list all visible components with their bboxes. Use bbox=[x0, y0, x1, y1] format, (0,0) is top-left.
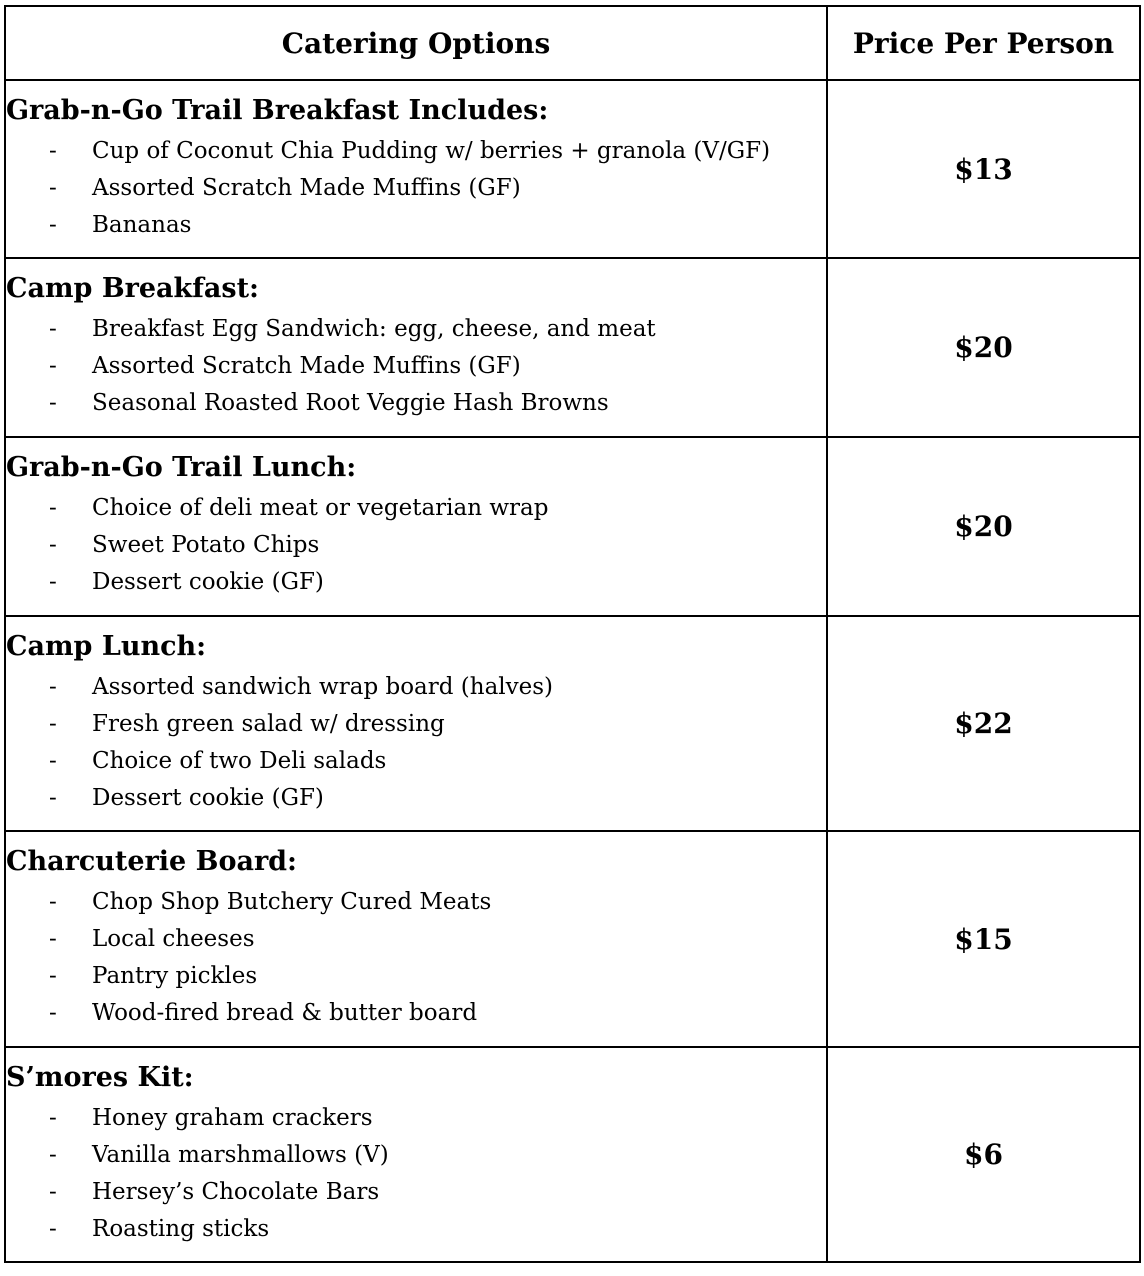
list-item: - Breakfast Egg Sandwich: egg, cheese, and meat bbox=[49, 316, 656, 342]
list-item: - Pantry pickles bbox=[49, 963, 258, 989]
table-row bbox=[5, 80, 1140, 258]
price-cell: $20 bbox=[827, 258, 1140, 437]
table-row bbox=[5, 1047, 1140, 1262]
option-item-list bbox=[6, 669, 826, 817]
option-item-list bbox=[6, 490, 826, 601]
list-item: - Hersey’s Chocolate Bars bbox=[49, 1178, 380, 1205]
option-title: Grab-n-Go Trail Lunch: bbox=[6, 452, 357, 483]
option-cell bbox=[5, 437, 827, 616]
list-item: - Cup of Coconut Chia Pudding w/ berries + granola (V/GF) bbox=[49, 137, 771, 164]
list-item: - Dessert cookie (GF) bbox=[49, 784, 324, 811]
option-item-list bbox=[6, 884, 826, 1032]
price-cell: $13 bbox=[827, 80, 1140, 258]
option-title: S’mores Kit: bbox=[6, 1061, 194, 1093]
option-title: Charcuterie Board: bbox=[6, 846, 298, 877]
price-per-person-header: Price Per Person bbox=[827, 6, 1140, 80]
option-title: Camp Breakfast: bbox=[6, 273, 260, 304]
list-item: - Roasting sticks bbox=[49, 1215, 270, 1242]
option-item-list bbox=[6, 1100, 826, 1248]
catering-options-header: Catering Options bbox=[5, 6, 827, 80]
price-cell: $6 bbox=[827, 1047, 1140, 1262]
catering-menu-table bbox=[4, 5, 1141, 1263]
option-cell bbox=[5, 831, 827, 1047]
option-item-list bbox=[6, 133, 826, 244]
price-cell: $20 bbox=[827, 437, 1140, 616]
list-item: - Choice of deli meat or vegetarian wrap bbox=[49, 495, 549, 521]
list-item: - Seasonal Roasted Root Veggie Hash Browns bbox=[49, 390, 609, 416]
list-item: - Dessert cookie (GF) bbox=[49, 569, 324, 595]
list-item: - Assorted sandwich wrap board (halves) bbox=[49, 673, 554, 700]
list-item: - Bananas bbox=[49, 211, 192, 238]
option-cell bbox=[5, 1047, 827, 1262]
list-item: - Local cheeses bbox=[49, 926, 255, 952]
option-cell bbox=[5, 80, 827, 258]
table-row bbox=[5, 616, 1140, 831]
option-item-list bbox=[6, 311, 826, 422]
table-row bbox=[5, 258, 1140, 437]
table-header-row bbox=[5, 6, 1140, 80]
table-row bbox=[5, 831, 1140, 1047]
option-cell bbox=[5, 616, 827, 831]
list-item: - Chop Shop Butchery Cured Meats bbox=[49, 889, 492, 915]
price-cell: $15 bbox=[827, 831, 1140, 1047]
list-item: - Assorted Scratch Made Muffins (GF) bbox=[49, 353, 521, 379]
price-cell: $22 bbox=[827, 616, 1140, 831]
table-row bbox=[5, 437, 1140, 616]
option-cell bbox=[5, 258, 827, 437]
list-item: - Sweet Potato Chips bbox=[49, 532, 320, 558]
list-item: - Honey graham crackers bbox=[49, 1104, 373, 1131]
list-item: - Wood-fired bread & butter board bbox=[49, 1000, 478, 1026]
list-item: - Assorted Scratch Made Muffins (GF) bbox=[49, 174, 521, 201]
list-item: - Fresh green salad w/ dressing bbox=[49, 710, 445, 737]
option-title: Camp Lunch: bbox=[6, 630, 207, 662]
list-item: - Choice of two Deli salads bbox=[49, 747, 387, 774]
list-item: - Vanilla marshmallows (V) bbox=[49, 1141, 389, 1168]
option-title: Grab-n-Go Trail Breakfast Includes: bbox=[6, 94, 549, 126]
